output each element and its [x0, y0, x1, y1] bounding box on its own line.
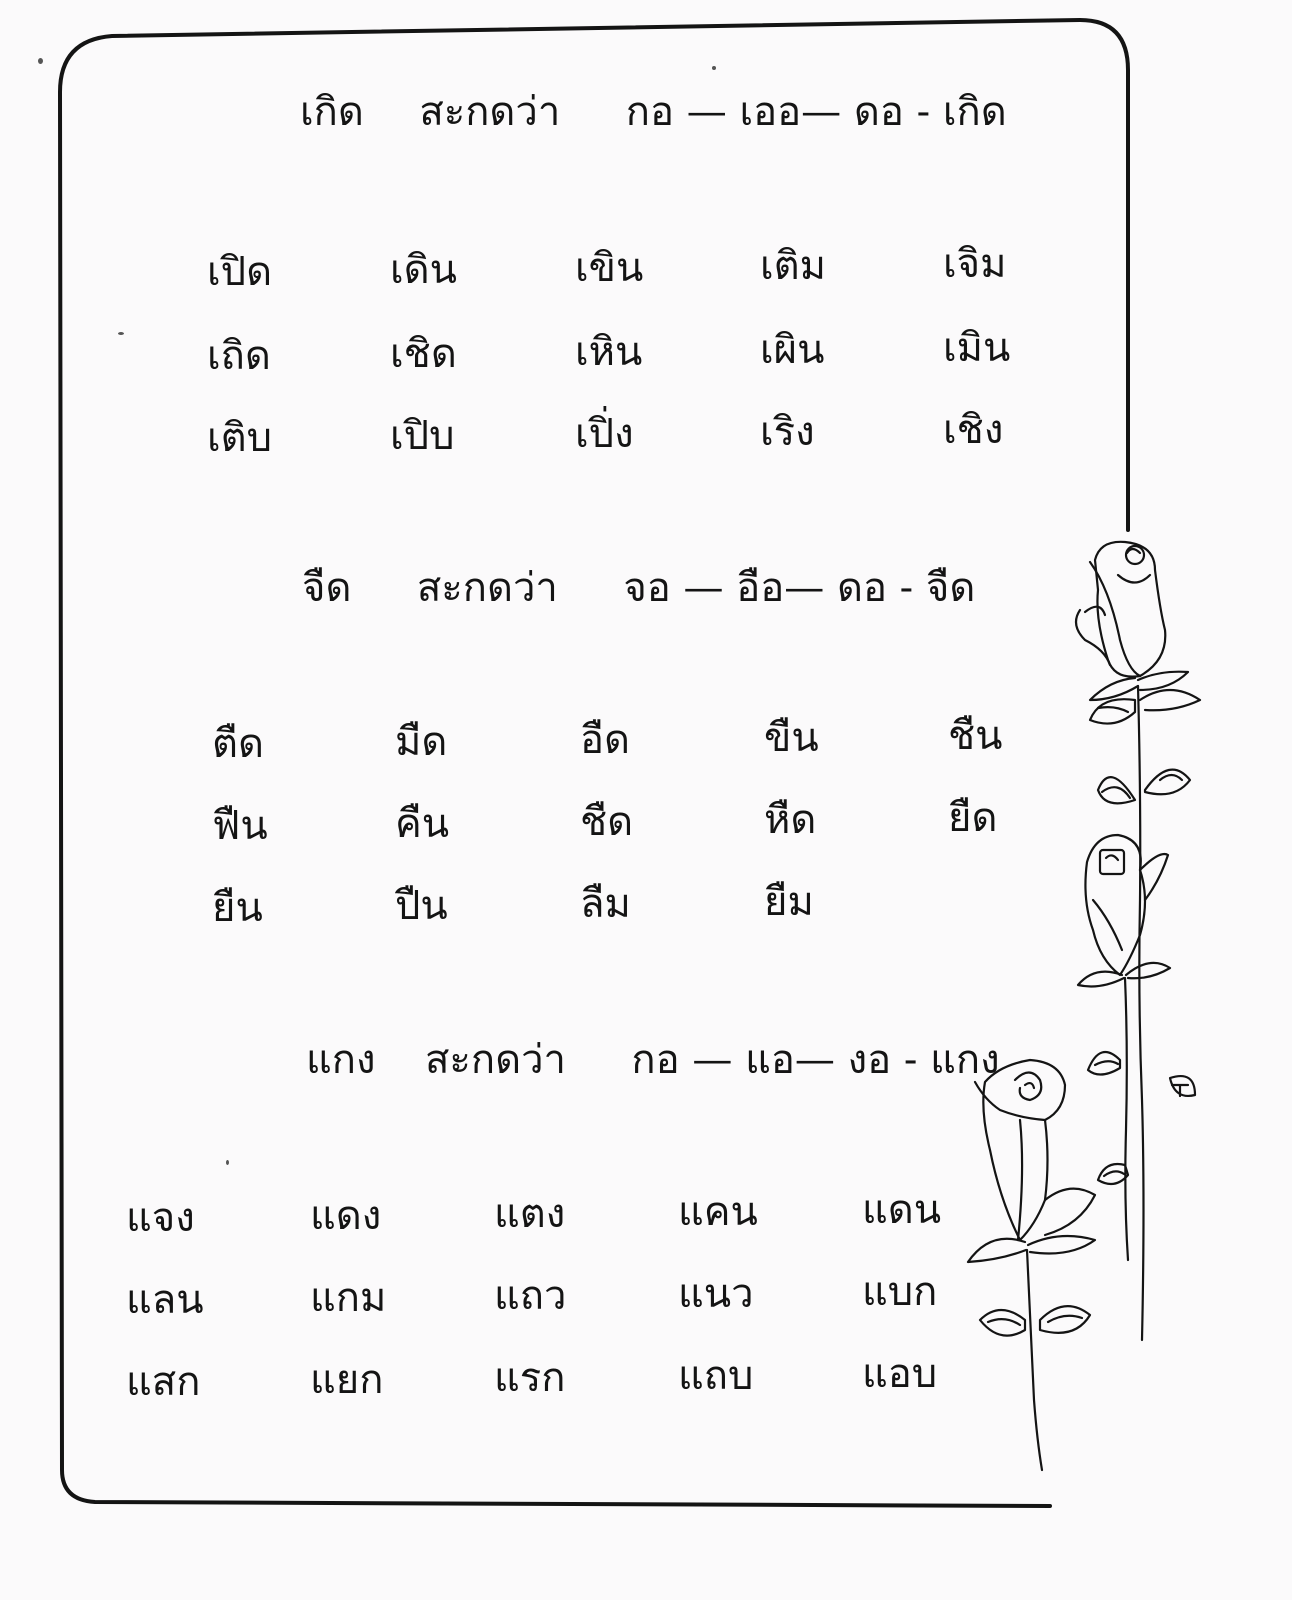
- word-cell: เติม: [760, 243, 827, 289]
- word-cell: เปิ่ง: [575, 411, 634, 457]
- word-cell: แถบ: [678, 1353, 754, 1399]
- word-cell: แกม: [310, 1275, 387, 1321]
- word-cell: ชืน: [948, 713, 1003, 759]
- word-cell: แดน: [862, 1187, 942, 1233]
- word-cell: แจง: [126, 1195, 195, 1241]
- word-cell: แอบ: [862, 1351, 938, 1397]
- word-cell: เปิบ: [390, 413, 455, 459]
- scan-speck: [712, 66, 716, 70]
- section-3-heading-label: สะกดว่า: [424, 1037, 566, 1083]
- word-cell: แสก: [126, 1359, 201, 1405]
- word-cell: เมิน: [943, 325, 1011, 371]
- word-cell: ตืด: [212, 721, 264, 767]
- word-cell: เถิด: [207, 333, 271, 379]
- section-2-heading-spelling: จอ — อือ— ดอ - จืด: [623, 565, 976, 611]
- word-cell: แนว: [678, 1271, 754, 1317]
- word-cell: ชืด: [580, 799, 634, 845]
- scan-speck: [118, 332, 124, 335]
- word-cell: หืด: [764, 797, 817, 843]
- word-cell: เริง: [760, 409, 815, 455]
- word-cell: แรก: [494, 1355, 566, 1401]
- word-cell: เจิม: [943, 241, 1007, 287]
- word-cell: เปิด: [207, 249, 273, 295]
- word-cell: เชิด: [390, 331, 457, 377]
- word-cell: เชิง: [943, 407, 1004, 453]
- word-cell: แดง: [310, 1193, 382, 1239]
- word-cell: ปืน: [395, 883, 448, 929]
- word-cell: เผิน: [760, 327, 825, 373]
- word-cell: ยืม: [764, 879, 814, 925]
- word-cell: ฟืน: [212, 803, 268, 849]
- word-cell: แลน: [126, 1277, 204, 1323]
- word-cell: คืน: [395, 801, 450, 847]
- word-cell: มืด: [395, 719, 448, 765]
- section-2-heading: [302, 565, 976, 611]
- word-cell: แถว: [494, 1273, 567, 1319]
- scan-speck: [38, 58, 43, 64]
- word-cell: เดิน: [390, 247, 457, 293]
- word-cell: อืด: [580, 717, 630, 763]
- word-cell: แตง: [494, 1191, 566, 1237]
- section-1-heading-spelling: กอ — เออ— ดอ - เกิด: [625, 89, 1007, 135]
- word-cell: แคน: [678, 1189, 758, 1235]
- section-1-heading: [300, 89, 1007, 135]
- section-1-heading-label: สะกดว่า: [419, 89, 561, 135]
- section-2-heading-label: สะกดว่า: [416, 565, 558, 611]
- section-3-heading-word: แกง: [306, 1037, 376, 1083]
- word-cell: เหิน: [575, 329, 643, 375]
- section-3-heading-spelling: กอ — แอ— งอ - แกง: [631, 1037, 1000, 1083]
- word-cell: ยืน: [212, 885, 263, 931]
- word-cell: ยืด: [948, 795, 998, 841]
- word-cell: เติบ: [207, 415, 273, 461]
- word-cell: ขืน: [764, 715, 819, 761]
- section-2-heading-word: จืด: [302, 565, 352, 611]
- word-cell: เขิน: [575, 245, 644, 291]
- section-3-heading: [306, 1037, 1000, 1083]
- word-cell: ลืม: [580, 881, 631, 927]
- word-cell: แบก: [862, 1269, 938, 1315]
- scan-speck: [226, 1160, 229, 1165]
- section-1-heading-word: เกิด: [300, 89, 364, 135]
- word-cell: แยก: [310, 1357, 384, 1403]
